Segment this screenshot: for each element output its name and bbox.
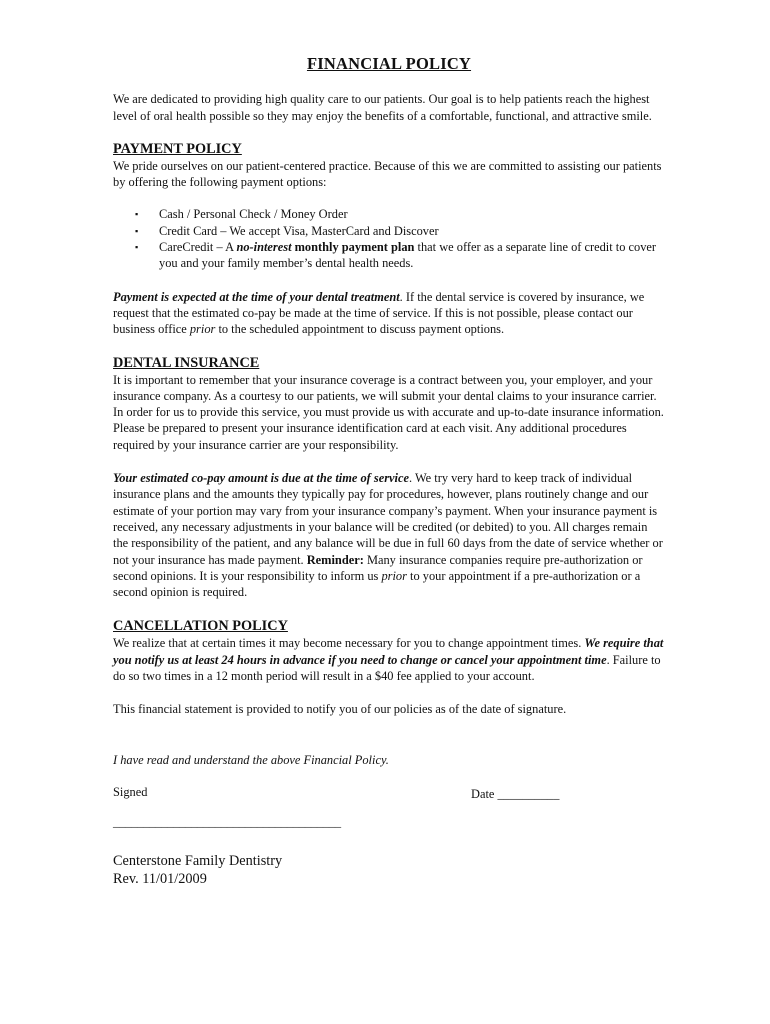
copay-text: . We try very hard to keep track of individual insurance plans and the amounts they typically pay for procedures, however, plans routinely change and our estimate of your portion may vary from your insurance company’s payment. When your insurance payment is received, any necessary adjustments in your balance will be credited (or debited) to you. All charges remain the responsibility of the patient, and any balance will be due in full 60 days from the date of service whether or not your insurance has made payment. — [113, 471, 663, 567]
statement-paragraph: This financial statement is provided to notify you of our policies as of the date of signature. — [113, 702, 567, 717]
revision-date: Rev. 11/01/2009 — [113, 871, 207, 888]
acknowledgement-text: I have read and understand the above Financial Policy. — [113, 752, 389, 767]
payment-expected-text-end: to the scheduled appointment to discuss payment options. — [215, 322, 505, 337]
list-item — [135, 206, 665, 222]
bullet-icon: ▪ — [135, 225, 139, 236]
dental-insurance-heading: DENTAL INSURANCE — [113, 354, 260, 371]
cancellation-text-end: . Failure to do so two times in a 12 month period will result in a $40 fee applied to your account. — [113, 652, 661, 684]
payment-expected-text: . If the dental service is covered by insurance, we request that the estimated co-pay be made at the time of service. If this is not possible, please contact our business office — [113, 289, 645, 337]
payment-options-list — [113, 206, 665, 271]
signature-line[interactable]: ______________________________________ — [113, 814, 341, 829]
carecredit-no-interest: no-interest — [236, 240, 292, 255]
intro-paragraph: We are dedicated to providing high quality care to our patients. Our goal is to help patients reach the highest level of oral health possible so they may enjoy the benefits of a comfortable, functional, and attractive smile. — [113, 92, 652, 123]
payment-policy-heading: PAYMENT POLICY — [113, 140, 242, 157]
payment-option-cash: Cash / Personal Check / Money Order — [159, 207, 348, 222]
carecredit-prefix: CareCredit – A — [159, 240, 237, 255]
prior-emphasis: prior — [189, 322, 216, 337]
reminder-text: Many insurance companies require pre-authorization or second opinions. It is your responsibility to inform us — [113, 552, 643, 583]
financial-policy-document — [113, 56, 665, 888]
document-title: FINANCIAL POLICY — [306, 54, 472, 73]
date-field[interactable]: Date __________ — [471, 786, 560, 801]
cancellation-policy-heading: CANCELLATION POLICY — [113, 618, 288, 635]
reminder-text-end: to your appointment if a pre-authorization or a second opinion is required. — [113, 568, 641, 600]
signature-row — [113, 784, 665, 802]
list-item — [135, 223, 665, 239]
cancellation-emphasis: We require that you notify us at least 24 hours in advance if you need to change or cancel your appointment time — [113, 636, 664, 667]
payment-option-credit-card: Credit Card – We accept Visa, MasterCard and Discover — [159, 223, 439, 238]
carecredit-monthly-plan: monthly payment plan — [291, 240, 415, 255]
footer — [113, 852, 665, 888]
reminder-label: Reminder: — [306, 552, 364, 567]
cancellation-paragraph — [113, 635, 665, 684]
copay-emphasis: Your estimated co-pay amount is due at the time of service — [113, 471, 409, 486]
practice-name: Centerstone Family Dentistry — [113, 853, 283, 870]
payment-option-carecredit — [159, 240, 656, 270]
list-item — [135, 239, 665, 272]
dental-insurance-paragraph: It is important to remember that your insurance coverage is a contract between you, your employer, and your insurance company. As a courtesy to our patients, we will submit your dental claims to your insurance carrier. In order for us to provide this service, you must provide us with accurate and up-to-date insurance information. Please be prepared to present your insurance identification card at each visit. Any additional procedures required by your insurance carrier are your responsibility. — [113, 372, 664, 452]
payment-expected-paragraph — [113, 289, 665, 338]
bullet-icon: ▪ — [135, 209, 139, 220]
prior-emphasis: prior — [381, 568, 407, 583]
signed-label: Signed — [113, 784, 148, 799]
bullet-icon: ▪ — [135, 242, 139, 253]
payment-policy-paragraph: We pride ourselves on our patient-centered practice. Because of this we are committed to assisting our patients by offering the following payment options: — [113, 158, 662, 190]
carecredit-description: that we offer as a separate line of credit to cover you and your family member’s dental health needs. — [159, 240, 657, 271]
cancellation-text: We realize that at certain times it may become necessary for you to change appointment times. — [113, 636, 585, 651]
payment-expected-emphasis: Payment is expected at the time of your dental treatment — [113, 289, 400, 304]
copay-paragraph — [113, 470, 665, 600]
